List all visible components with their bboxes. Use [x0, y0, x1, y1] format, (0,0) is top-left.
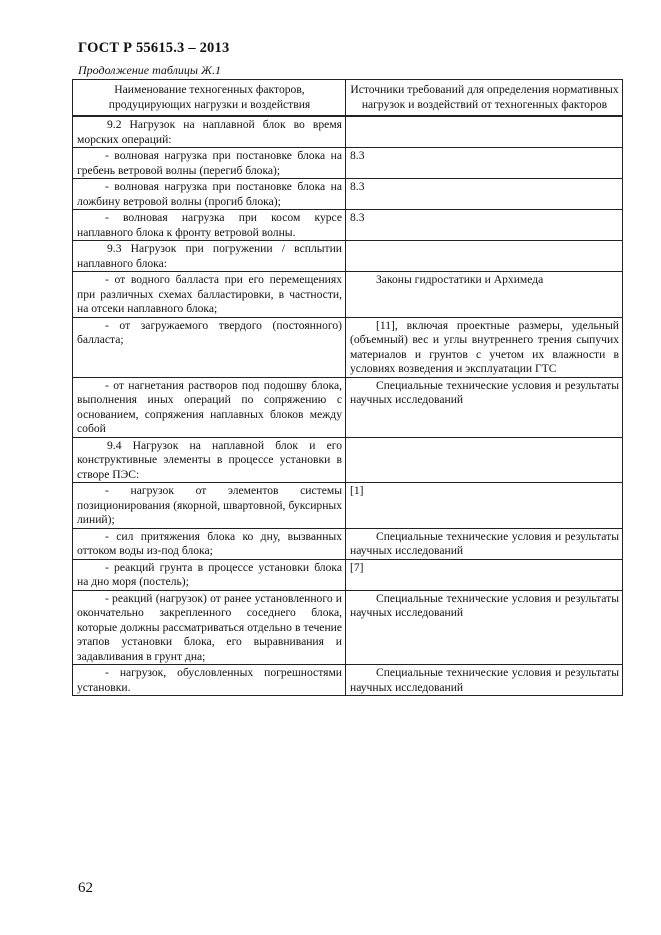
factor-cell: - реакций (нагрузок) от ранее установленного и окончательно закрепленного соседнего блока, которые должны рассматриваться отдельно в течение этапов установки блока, его выравнивания и задавливания в грунт дна; [73, 590, 346, 665]
factor-cell: 9.2 Нагрузок на наплавной блок во время морских операций: [73, 116, 346, 148]
source-cell: Специальные технические условия и результаты научных исследований [346, 665, 623, 696]
source-cell [346, 437, 623, 483]
table-row [73, 590, 623, 665]
table-row [73, 559, 623, 590]
source-cell: 8.3 [346, 179, 623, 210]
source-cell: Специальные технические условия и результаты научных исследований [346, 528, 623, 559]
table-row [73, 483, 623, 529]
table-row [73, 437, 623, 483]
table-row [73, 179, 623, 210]
table-row [73, 317, 623, 377]
factor-cell: - от загружаемого твердого (постоянного) балласта; [73, 317, 346, 377]
table-continuation-caption: Продолжение таблицы Ж.1 [78, 63, 222, 77]
source-cell [346, 116, 623, 148]
table-row [73, 210, 623, 241]
factor-cell: - сил притяжения блока ко дну, вызванных оттоком воды из-под блока; [73, 528, 346, 559]
table-row [73, 665, 623, 696]
table-row [73, 148, 623, 179]
source-cell: [11], включая проектные размеры, удельный (объемный) вес и углы внутреннего трения сыпучих материалов и грунтов с учетом их влажности в условиях возведения и эксплуатации ГТС [346, 317, 623, 377]
source-cell: Специальные технические условия и результаты научных исследований [346, 590, 623, 665]
page-number: 62 [78, 880, 93, 896]
factor-cell: 9.3 Нагрузок при погружении / всплытии наплавного блока: [73, 241, 346, 272]
table-row [73, 116, 623, 148]
table-header-row [73, 80, 623, 117]
source-cell: 8.3 [346, 210, 623, 241]
factor-cell: - от водного балласта при его перемещениях при различных схемах балластировки, в частности, на отсеки наплавного блока; [73, 272, 346, 318]
factor-cell: - волновая нагрузка при косом курсе наплавного блока к фронту ветровой волны. [73, 210, 346, 241]
source-cell: 8.3 [346, 148, 623, 179]
factor-cell: 9.4 Нагрузок на наплавной блок и его конструктивные элементы в процессе установки в створе ПЭС: [73, 437, 346, 483]
column-header-sources: Источники требований для определения нормативных нагрузок и воздействий от техногенных факторов [346, 80, 623, 117]
table-row [73, 241, 623, 272]
source-cell: [7] [346, 559, 623, 590]
table-row [73, 272, 623, 318]
factor-cell: - нагрузок от элементов системы позиционирования (якорной, швартовной, буксирных линий); [73, 483, 346, 529]
source-cell: Законы гидростатики и Архимеда [346, 272, 623, 318]
source-cell: Специальные технические условия и результаты научных исследований [346, 377, 623, 437]
requirements-table [72, 79, 623, 696]
table-row [73, 528, 623, 559]
standard-designation: ГОСТ Р 55615.3 – 2013 [78, 40, 230, 56]
source-cell: [1] [346, 483, 623, 529]
column-header-factors: Наименование техногенных факторов, продуцирующих нагрузки и воздействия [73, 80, 346, 117]
table-row [73, 377, 623, 437]
factor-cell: - волновая нагрузка при постановке блока на ложбину ветровой волны (прогиб блока); [73, 179, 346, 210]
source-cell [346, 241, 623, 272]
factor-cell: - волновая нагрузка при постановке блока на гребень ветровой волны (перегиб блока); [73, 148, 346, 179]
factor-cell: - нагрузок, обусловленных погрешностями установки. [73, 665, 346, 696]
factor-cell: - от нагнетания растворов под подошву блока, выполнения иных операций по сопряжению с основанием, сопряжения наплавных блоков между собой [73, 377, 346, 437]
factor-cell: - реакций грунта в процессе установки блока на дно моря (постель); [73, 559, 346, 590]
